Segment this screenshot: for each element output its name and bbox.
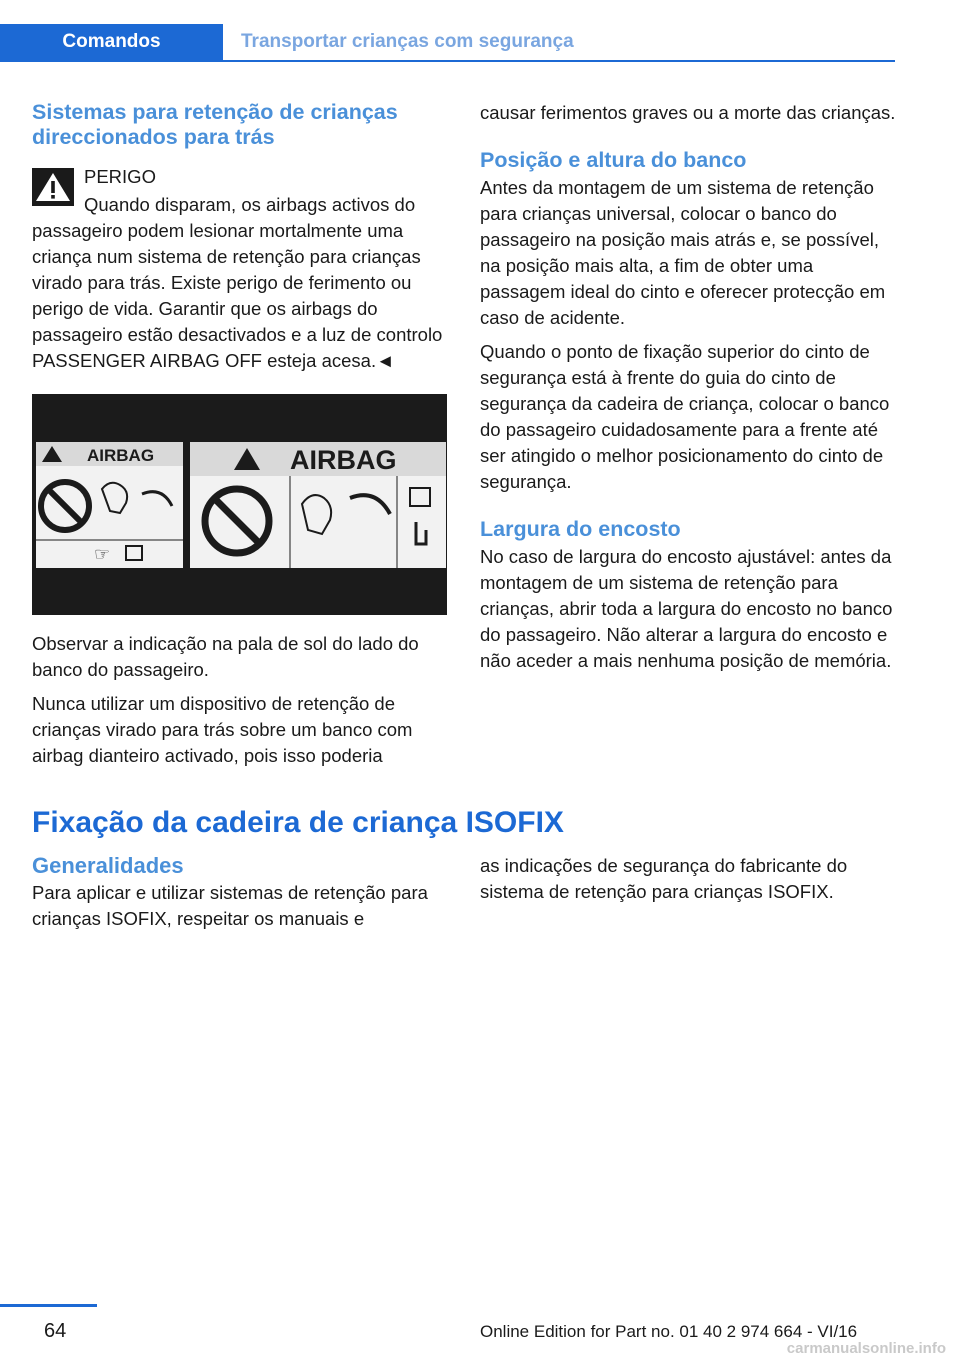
edition-footer: Online Edition for Part no. 01 40 2 974 664 - VI/16	[480, 1322, 858, 1341]
footer-rule	[0, 1304, 97, 1307]
right-column	[480, 100, 896, 674]
page-number: 64	[44, 1320, 67, 1342]
isofix-text-left: Para aplicar e utilizar sistemas de retenção para crianças ISOFIX, respeitar os manuais e	[32, 882, 428, 929]
seat-position-text-2: Quando o ponto de fixação superior do cinto de segurança está à frente do guia do cinto de segurança da cadeira de criança, colocar o banco do passageiro cuidadosamente para a frente até ser atingido o melhor posicionamento do cinto de segurança.	[480, 341, 890, 492]
continued-text: causar ferimentos graves ou a morte das crianças.	[480, 102, 896, 123]
isofix-left	[32, 852, 448, 932]
rear-facing-heading: Sistemas para retenção de crianças direccionados para trás	[32, 100, 398, 149]
left-column	[32, 100, 448, 769]
never-use-note: Nunca utilizar um dispositivo de retenção de crianças virado para trás sobre um banco com airbag dianteiro activado, pois isso poderia	[32, 693, 413, 766]
warning-triangle-icon	[32, 168, 74, 206]
warning-title: PERIGO	[84, 166, 156, 187]
seat-position-text-1: Antes da montagem de um sistema de retenção para crianças universal, colocar o banco do passageiro na posição mais atrás e, se possível, na posição mais alta, a fim de obter uma passagem ideal do cinto e oferecer protecção em caso de acidente.	[480, 177, 886, 328]
seat-position-heading: Posição e altura do banco	[480, 148, 747, 172]
header-rule	[0, 60, 895, 62]
section-title[interactable]: Transportar crianças com segurança	[241, 31, 574, 52]
watermark: carmanualsonline.info	[786, 1340, 946, 1357]
chapter-header	[0, 24, 895, 62]
isofix-right	[480, 852, 896, 905]
general-heading: Generalidades	[32, 853, 184, 878]
airbag-label-illustration	[32, 394, 447, 615]
large-label-airbag: AIRBAG	[290, 445, 397, 475]
isofix-heading: Fixação da cadeira de criança ISOFIX	[32, 806, 564, 839]
warning-text: passageiro podem lesionar mortalmente uma criança num sistema de retenção para crianças virado para trás. Existe perigo de ferimento ou perigo de vida. Garantir que os airbags do passageiro estão desactivados e a luz de controlo PASSENGER AIRBAG OFF esteja acesa.◄	[32, 220, 443, 371]
isofix-text-right: as indicações de segurança do fabricante do sistema de retenção para crianças ISOFIX.	[480, 855, 848, 902]
sun-visor-note: Observar a indicação na pala de sol do lado do banco do passageiro.	[32, 633, 419, 680]
backrest-width-heading: Largura do encosto	[480, 517, 681, 541]
small-label-airbag: AIRBAG	[87, 446, 155, 465]
pointing-hand-icon: ☞	[94, 544, 111, 565]
warning-text-first: Quando disparam, os airbags activos do	[84, 194, 416, 215]
danger-warning	[32, 164, 448, 374]
backrest-width-text: No caso de largura do encosto ajustável: antes da montagem de um sistema de retenção para crianças, abrir toda a largura do encosto no banco do passageiro. Não alterar a largura do encosto e não aceder a mais nenhuma posição de memória.	[480, 546, 893, 671]
chapter-tab[interactable]: Comandos	[0, 24, 223, 60]
